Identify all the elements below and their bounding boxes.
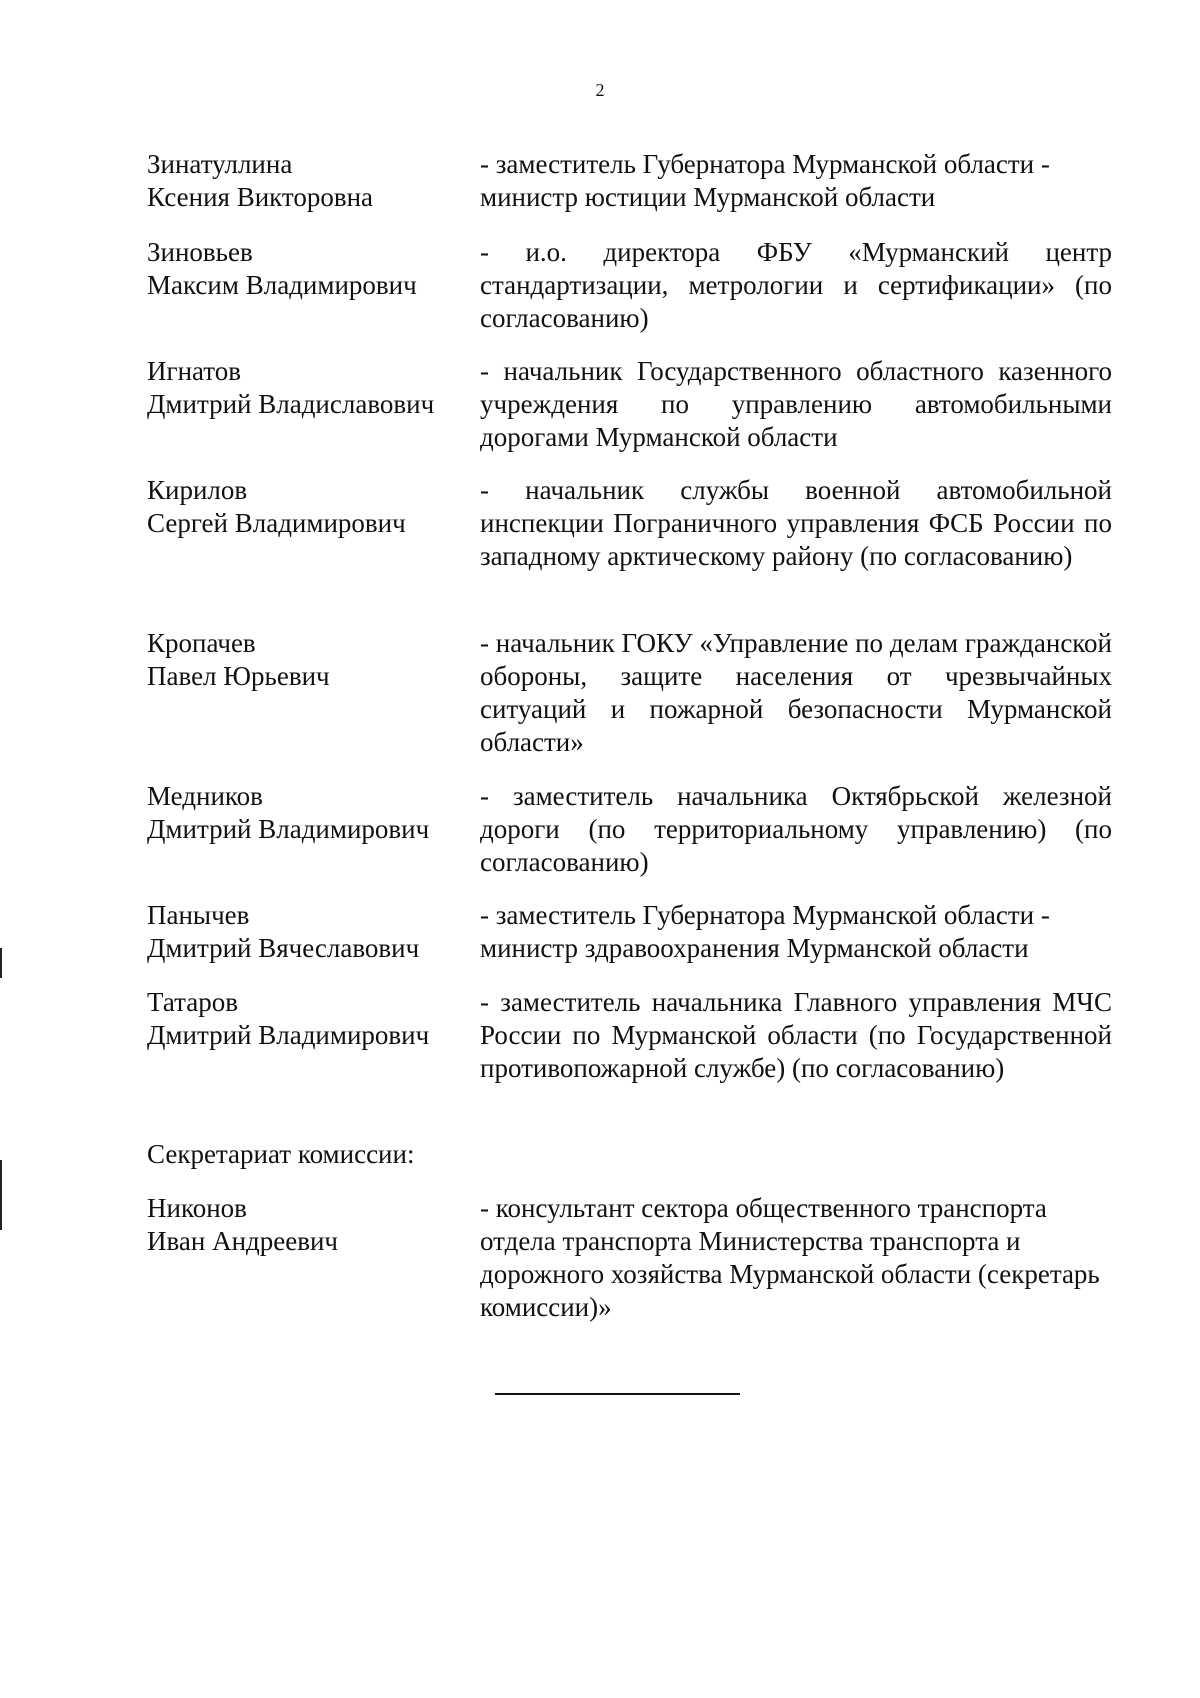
member-role: - начальник Государственного областного казенного учреждения по управлению автомобильными дорогами Мурманской области: [480, 356, 1112, 452]
page-number: 2: [595, 80, 605, 100]
member-given-names: Ксения Викторовна: [147, 182, 374, 212]
member-surname: Зинатуллина: [147, 149, 293, 179]
member-role: - заместитель начальника Октябрьской железной дороги (по территориальному управлению) (по согласованию): [480, 781, 1112, 877]
member-role: - заместитель начальника Главного управления МЧС России по Мурманской области (по Государственной противопожарной службе) (по согласованию): [480, 987, 1112, 1083]
member-given-names: Максим Владимирович: [147, 270, 417, 300]
member-role: - начальник службы военной автомобильной инспекции Пограничного управления ФСБ России по западному арктическому району (по согласованию): [480, 475, 1112, 571]
member-surname: Медников: [147, 781, 263, 811]
member-role: - консультант сектора общественного транспорта отдела транспорта Министерства транспорта и дорожного хозяйства Мурманской области (секретарь комиссии)»: [480, 1193, 1100, 1322]
member-surname: Никонов: [147, 1193, 247, 1223]
member-given-names: Иван Андреевич: [147, 1226, 339, 1256]
member-surname: Панычев: [147, 900, 250, 930]
member-name: [147, 986, 477, 1052]
member-surname: Кропачев: [147, 628, 256, 658]
member-surname: Игнатов: [147, 356, 241, 386]
member-name: [147, 627, 477, 693]
member-surname: Кирилов: [147, 475, 248, 505]
member-given-names: Дмитрий Владиславович: [147, 389, 435, 419]
member-name: [147, 1192, 477, 1258]
member-name: [147, 474, 477, 540]
scan-edge-mark: [0, 948, 2, 978]
member-name: [147, 355, 477, 421]
member-surname: Татаров: [147, 987, 238, 1017]
member-given-names: Дмитрий Владимирович: [147, 1020, 430, 1050]
member-role: - заместитель Губернатора Мурманской области - министр юстиции Мурманской области: [480, 149, 1050, 212]
member-given-names: Сергей Владимирович: [147, 508, 406, 538]
member-name: [147, 148, 477, 214]
member-role: - начальник ГОКУ «Управление по делам гражданской обороны, защите населения от чрезвычайных ситуаций и пожарной безопасности Мурманской области»: [480, 628, 1112, 757]
member-role: - заместитель Губернатора Мурманской области - министр здравоохранения Мурманской области: [480, 900, 1050, 963]
secretariat-heading: Секретариат комиссии:: [147, 1139, 415, 1169]
member-name: [147, 899, 477, 965]
scan-edge-mark: [0, 1160, 2, 1230]
member-given-names: Дмитрий Вячеславович: [147, 933, 420, 963]
member-surname: Зиновьев: [147, 237, 253, 267]
member-given-names: Дмитрий Владимирович: [147, 814, 430, 844]
member-role: - и.о. директора ФБУ «Мурманский центр стандартизации, метрологии и сертификации» (по согласованию): [480, 237, 1112, 333]
member-name: [147, 236, 477, 302]
member-name: [147, 780, 477, 846]
closing-rule: [495, 1393, 740, 1395]
member-given-names: Павел Юрьевич: [147, 661, 330, 691]
